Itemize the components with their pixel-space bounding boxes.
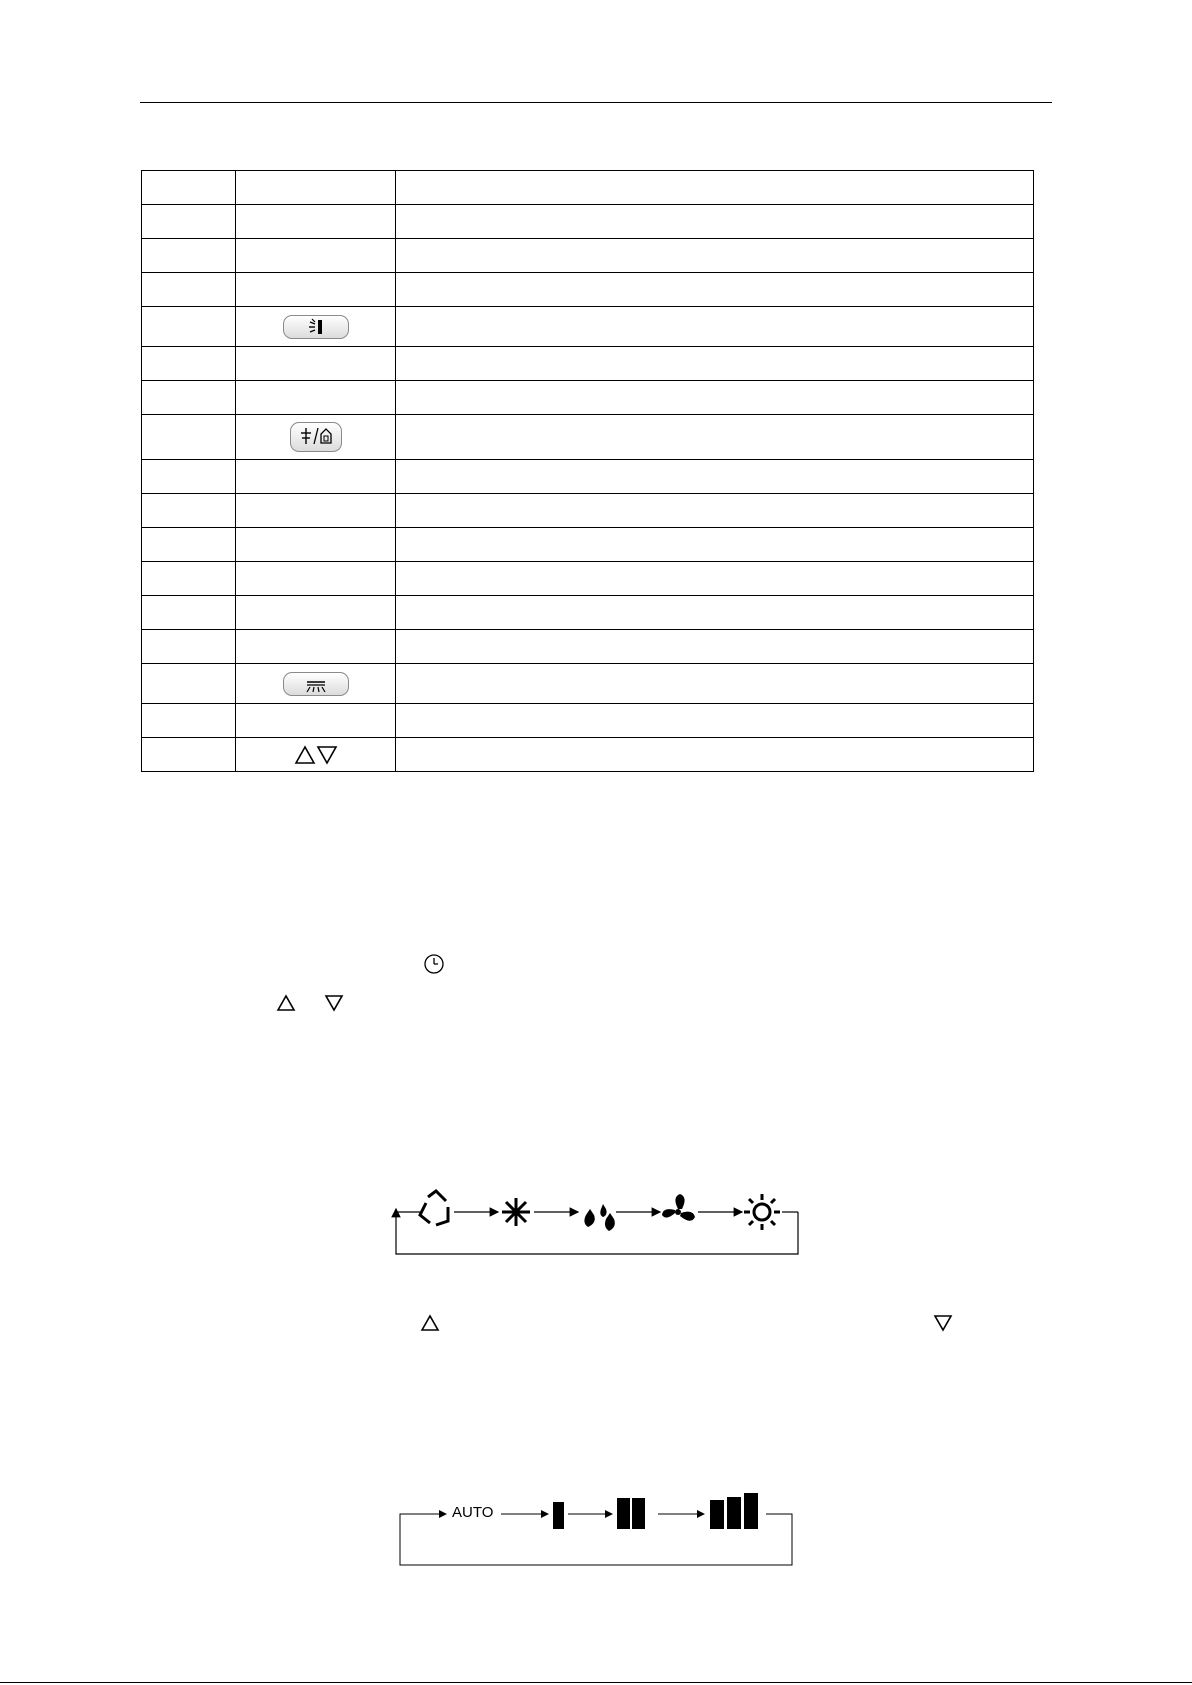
table-row — [142, 596, 1034, 630]
fan-speed-medium-icon — [617, 1498, 645, 1529]
up-down-arrows-icon — [290, 744, 342, 766]
tree-house-button-icon — [290, 422, 342, 452]
table-row — [142, 738, 1034, 772]
button-function-table — [141, 170, 1034, 772]
fan-speed-high-icon — [710, 1493, 758, 1529]
table-row — [142, 664, 1034, 704]
up-triangle-icon — [420, 1314, 440, 1332]
fan-icon — [662, 1194, 695, 1221]
table-row — [142, 205, 1034, 239]
table-row — [142, 630, 1034, 664]
up-triangle-icon — [276, 994, 296, 1012]
down-triangle-icon — [933, 1314, 953, 1332]
clock-icon — [423, 953, 445, 975]
table-row — [142, 171, 1034, 205]
heat-icon — [744, 1194, 780, 1230]
table-row — [142, 273, 1034, 307]
mode-cycle-diagram — [390, 1185, 805, 1255]
table-row — [142, 307, 1034, 347]
light-button-icon — [283, 315, 349, 339]
table-row — [142, 528, 1034, 562]
down-triangle-icon — [324, 994, 344, 1012]
table-row — [142, 460, 1034, 494]
dry-icon — [584, 1204, 614, 1231]
fan-speed-cycle-diagram — [398, 1490, 794, 1566]
footer-rule — [0, 1682, 1192, 1683]
table-row — [142, 704, 1034, 738]
table-row — [142, 381, 1034, 415]
cool-icon — [502, 1198, 530, 1226]
table-row — [142, 347, 1034, 381]
auto-icon — [420, 1191, 448, 1225]
table-row — [142, 415, 1034, 460]
table-row — [142, 239, 1034, 273]
table-row — [142, 494, 1034, 528]
swing-button-icon — [283, 672, 349, 696]
fan-speed-auto-label: AUTO — [452, 1504, 494, 1521]
header-rule — [140, 102, 1052, 103]
fan-speed-low-icon — [553, 1502, 564, 1529]
table-row — [142, 562, 1034, 596]
